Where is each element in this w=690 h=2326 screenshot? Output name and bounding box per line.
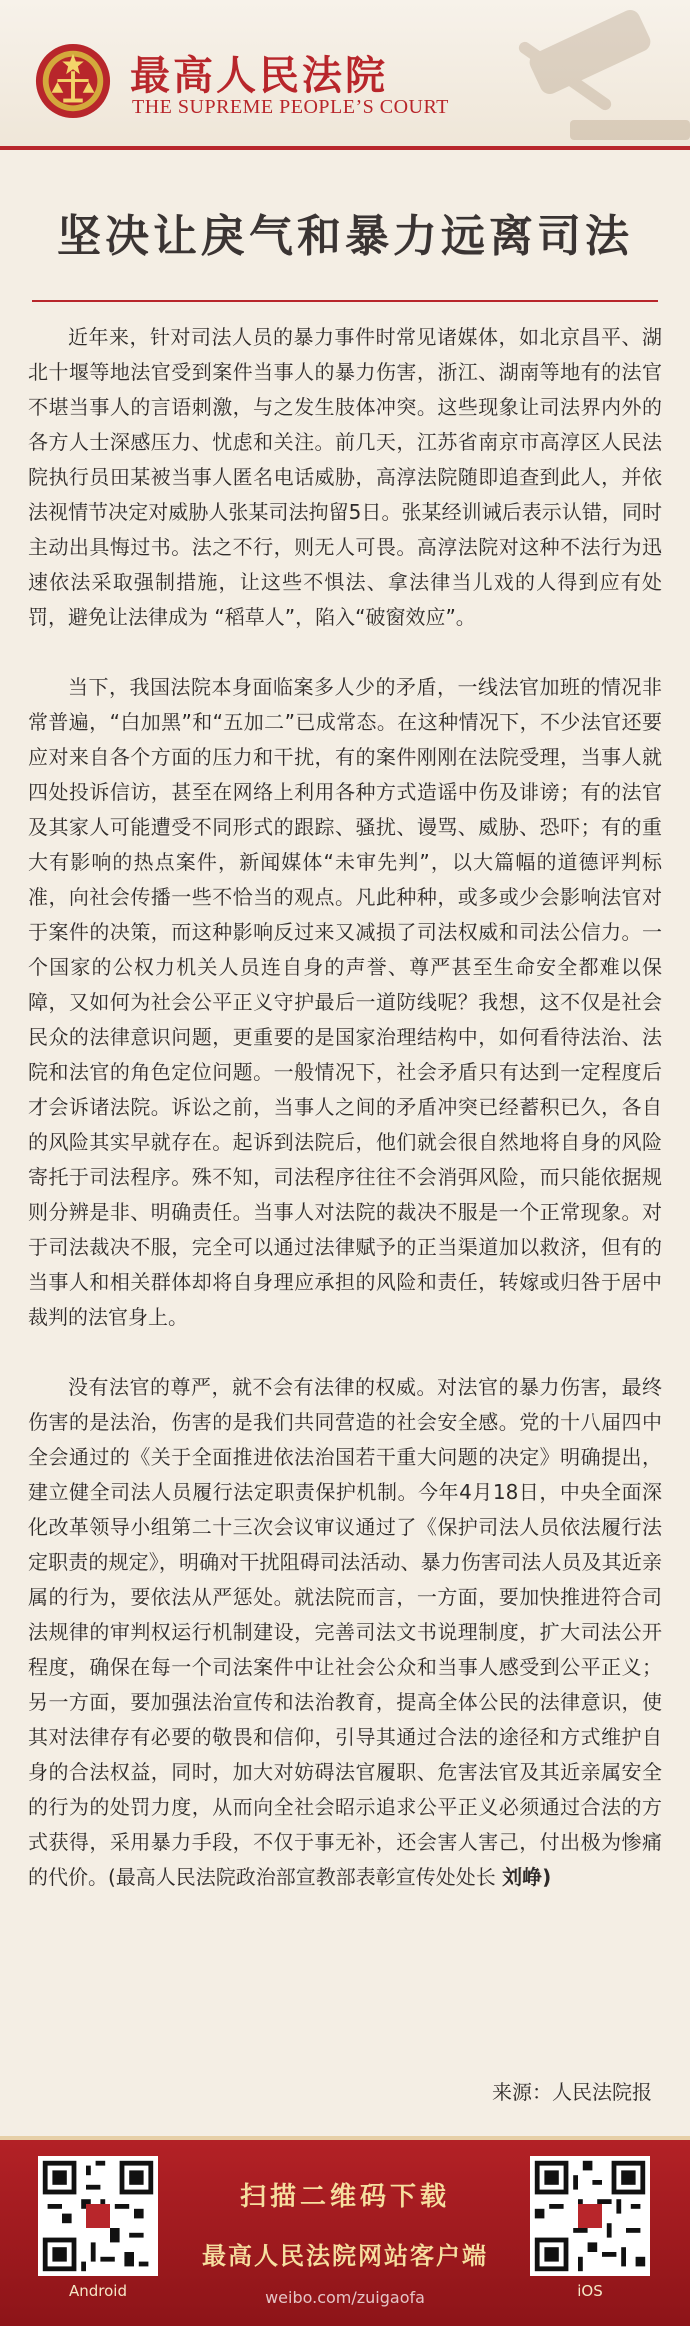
title-divider [32, 300, 658, 302]
scan-download-text: 扫描二维码下载 [239, 2182, 450, 2212]
qr-label-ios: iOS [577, 2282, 603, 2300]
paragraph-3-text: 没有法官的尊严，就不会有法律的权威。对法官的暴力伤害，最终伤害的是法治，伤害的是我们共同营造的社会安全感。党的十八届四中全会通过的《关于全面推进依法治国若干重大问题的决定》明确提出，建立健全司法人员履行法定职责保护机制。今年4月18日，中央全面深化改革领导小组第二十三次会议审议通过了《保护司法人员依法履行法定职责的规定》，明确对干扰阻碍司法活动、暴力伤害司法人员及其近亲属的行为，要依法从严惩处。就法院而言，一方面，要加快推进符合司法规律的审判权运行机制建设，完善司法文书说理制度，扩大司法公开程度，确保在每一个司法案件中让社会公众和当事人感受到公平正义；另一方面，要加强法治宣传和法治教育，提高全体公民的法律意识，使其对法律存有必要的敬畏和信仰，引导其通过合法的途径和方式维护自身的合法权益，同时，加大对妨碍法官履职、危害法官及其近亲属安全的行为的处罚力度，从而向全社会昭示追求公平正义必须通过合法的方式获得，采用暴力手段，不仅于事无补，还会害人害己，付出极为惨痛的代价。(最高人民法院政治部宣教部表彰宣传处处长 [28, 1375, 662, 1889]
court-name: 最高人民法院 [130, 52, 388, 99]
qr-code-ios-icon[interactable] [530, 2156, 650, 2276]
author-name: 刘峥) [502, 1865, 552, 1889]
paragraph-1: 近年来，针对司法人员的暴力事件时常见诸媒体，如北京昌平、湖北十堰等地法官受到案件当事人的暴力伤害，浙江、湖南等地有的法官不堪当事人的言语刺激，与之发生肢体冲突。这些现象让司法界内外的各方人士深感压力、忧虑和关注。前几天，江苏省南京市高淳区人民法院执行员田某被当事人匿名电话威胁，高淳法院随即追查到此人，并依法视情节决定对威胁人张某司法拘留5日。张某经训诫后表示认错，同时主动出具悔过书。法之不行，则无人可畏。高淳法院对这种不法行为迅速依法采取强制措施，让这些不惧法、拿法律当儿戏的人得到应有处罚，避免让法律成为 “稻草人”，陷入“破窗效应”。 [28, 325, 662, 629]
app-name-text: 最高人民法院网站客户端 [202, 2242, 488, 2270]
paragraph-3 [28, 1370, 662, 1895]
article-body [28, 320, 662, 1895]
court-emblem-icon [34, 42, 112, 120]
paragraph-2: 当下，我国法院本身面临案多人少的矛盾，一线法官加班的情况非常普遍，“白加黑”和“五加二”已成常态。在这种情况下，不少法官还要应对来自各个方面的压力和干扰，有的案件刚刚在法院受理，当事人就四处投诉信访，甚至在网络上利用各种方式造谣中伤及诽谤；有的法官及其家人可能遭受不同形式的跟踪、骚扰、谩骂、威胁、恐吓；有的重大有影响的热点案件，新闻媒体“未审先判”，以大篇幅的道德评判标准，向社会传播一些不恰当的观点。凡此种种，或多或少会影响法官对于案件的决策，而这种影响反过来又减损了司法权威和司法公信力。一个国家的公权力机关人员连自身的声誉、尊严甚至生命安全都难以保障，又如何为社会公平正义守护最后一道防线呢？我想，这不仅是社会民众的法律意识问题，更重要的是国家治理结构中，如何看待法治、法院和法官的角色定位问题。一般情况下，社会矛盾只有达到一定程度后才会诉诸法院。诉讼之前，当事人之间的矛盾冲突已经蓄积已久，各自的风险其实早就存在。起诉到法院后，他们就会很自然地将自身的风险寄托于司法程序。殊不知，司法程序往往不会消弭风险，而只能依据规则分辨是非、明确责任。当事人对法院的裁决不服是一个正常现象。对于司法裁决不服，完全可以通过法律赋予的正当渠道加以救济，但有的当事人和相关群体却将自身理应承担的风险和责任，转嫁或归咎于居中裁判的法官身上。 [28, 675, 662, 1329]
article-source: 来源：人民法院报 [492, 2080, 652, 2104]
header-banner [0, 0, 690, 150]
header-divider [0, 146, 690, 150]
qr-code-android-icon[interactable] [38, 2156, 158, 2276]
qr-label-android: Android [69, 2282, 127, 2300]
article-title: 坚决让戾气和暴力远离司法 [57, 211, 633, 262]
court-name-en: THE SUPREME PEOPLE’S COURT [132, 96, 449, 118]
weibo-watermark: weibo.com/zuigaofa [265, 2288, 425, 2307]
gavel-icon [450, 0, 690, 146]
